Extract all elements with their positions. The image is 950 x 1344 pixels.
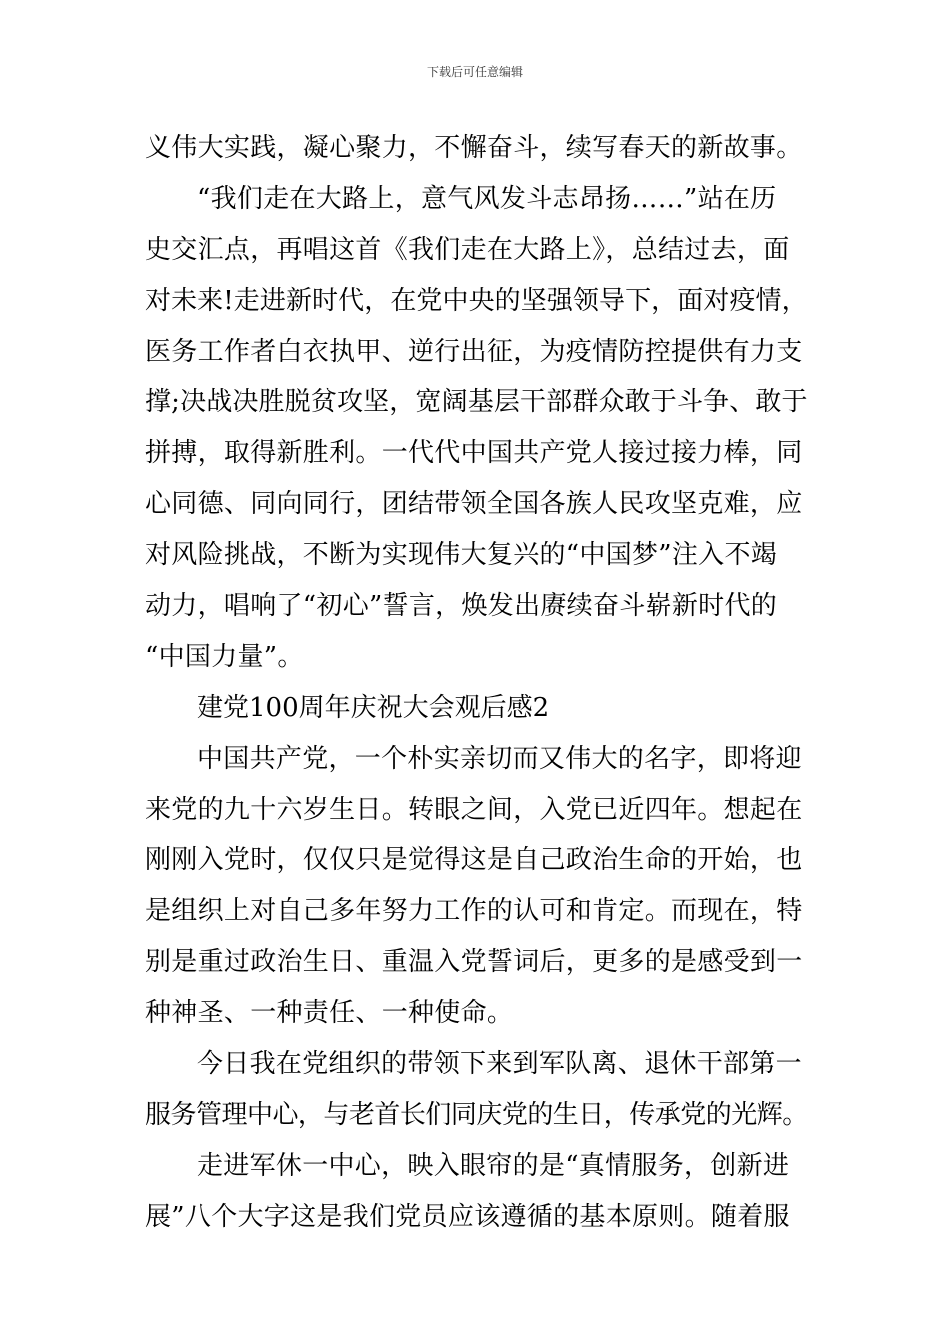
text-line: 拼搏，取得新胜利。一代代中国共产党人接过接力棒，同 xyxy=(145,438,803,469)
text-line: 种神圣、一种责任、一种使命。 xyxy=(145,998,514,1029)
text-line: 是组织上对自己多年努力工作的认可和肯定。而现在，特 xyxy=(145,896,803,927)
section-heading: 建党100周年庆祝大会观后感2 xyxy=(197,692,550,723)
text-line: 心同德、同向同行，团结带领全国各族人民攻坚克难，应 xyxy=(145,489,803,520)
text-line: 对未来!走进新时代，在党中央的坚强领导下，面对疫情， xyxy=(145,285,808,316)
text-line: 撑;决战决胜脱贫攻坚，宽阔基层干部群众敢于斗争、敢于 xyxy=(145,387,808,418)
text-line: “中国力量”。 xyxy=(145,641,304,672)
text-line: 动力，唱响了“初心”誓言，焕发出赓续奋斗崭新时代的 xyxy=(145,591,778,622)
text-line: 中国共产党，一个朴实亲切而又伟大的名字，即将迎 xyxy=(197,743,802,774)
text-line: 展”八个大字这是我们党员应该遵循的基本原则。随着服 xyxy=(145,1201,790,1232)
text-line: 来党的九十六岁生日。转眼之间，入党已近四年。想起在 xyxy=(145,794,803,825)
text-line: “我们走在大路上，意气风发斗志昂扬……”站在历 xyxy=(197,183,777,214)
text-line: 服务管理中心，与老首长们同庆党的生日，传承党的光辉。 xyxy=(145,1099,808,1130)
text-line: 史交汇点，再唱这首《我们走在大路上》，总结过去，面 xyxy=(145,234,790,265)
text-line: 对风险挑战，不断为实现伟大复兴的“中国梦”注入不竭 xyxy=(145,540,778,571)
text-line: 医务工作者白衣执甲、逆行出征，为疫情防控提供有力支 xyxy=(145,336,803,367)
text-line: 走进军休一中心，映入眼帘的是“真情服务，创新进 xyxy=(197,1150,790,1181)
page-header: 下载后可任意编辑 xyxy=(426,65,523,79)
text-line: 今日我在党组织的带领下来到军队离、退休干部第一 xyxy=(197,1049,802,1080)
text-line: 刚刚入党时，仅仅只是觉得这是自己政治生命的开始，也 xyxy=(145,845,803,876)
text-line: 别是重过政治生日、重温入党誓词后，更多的是感受到一 xyxy=(145,947,803,978)
document-body xyxy=(145,123,809,1243)
text-line: 义伟大实践，凝心聚力，不懈奋斗，续写春天的新故事。 xyxy=(145,133,803,163)
